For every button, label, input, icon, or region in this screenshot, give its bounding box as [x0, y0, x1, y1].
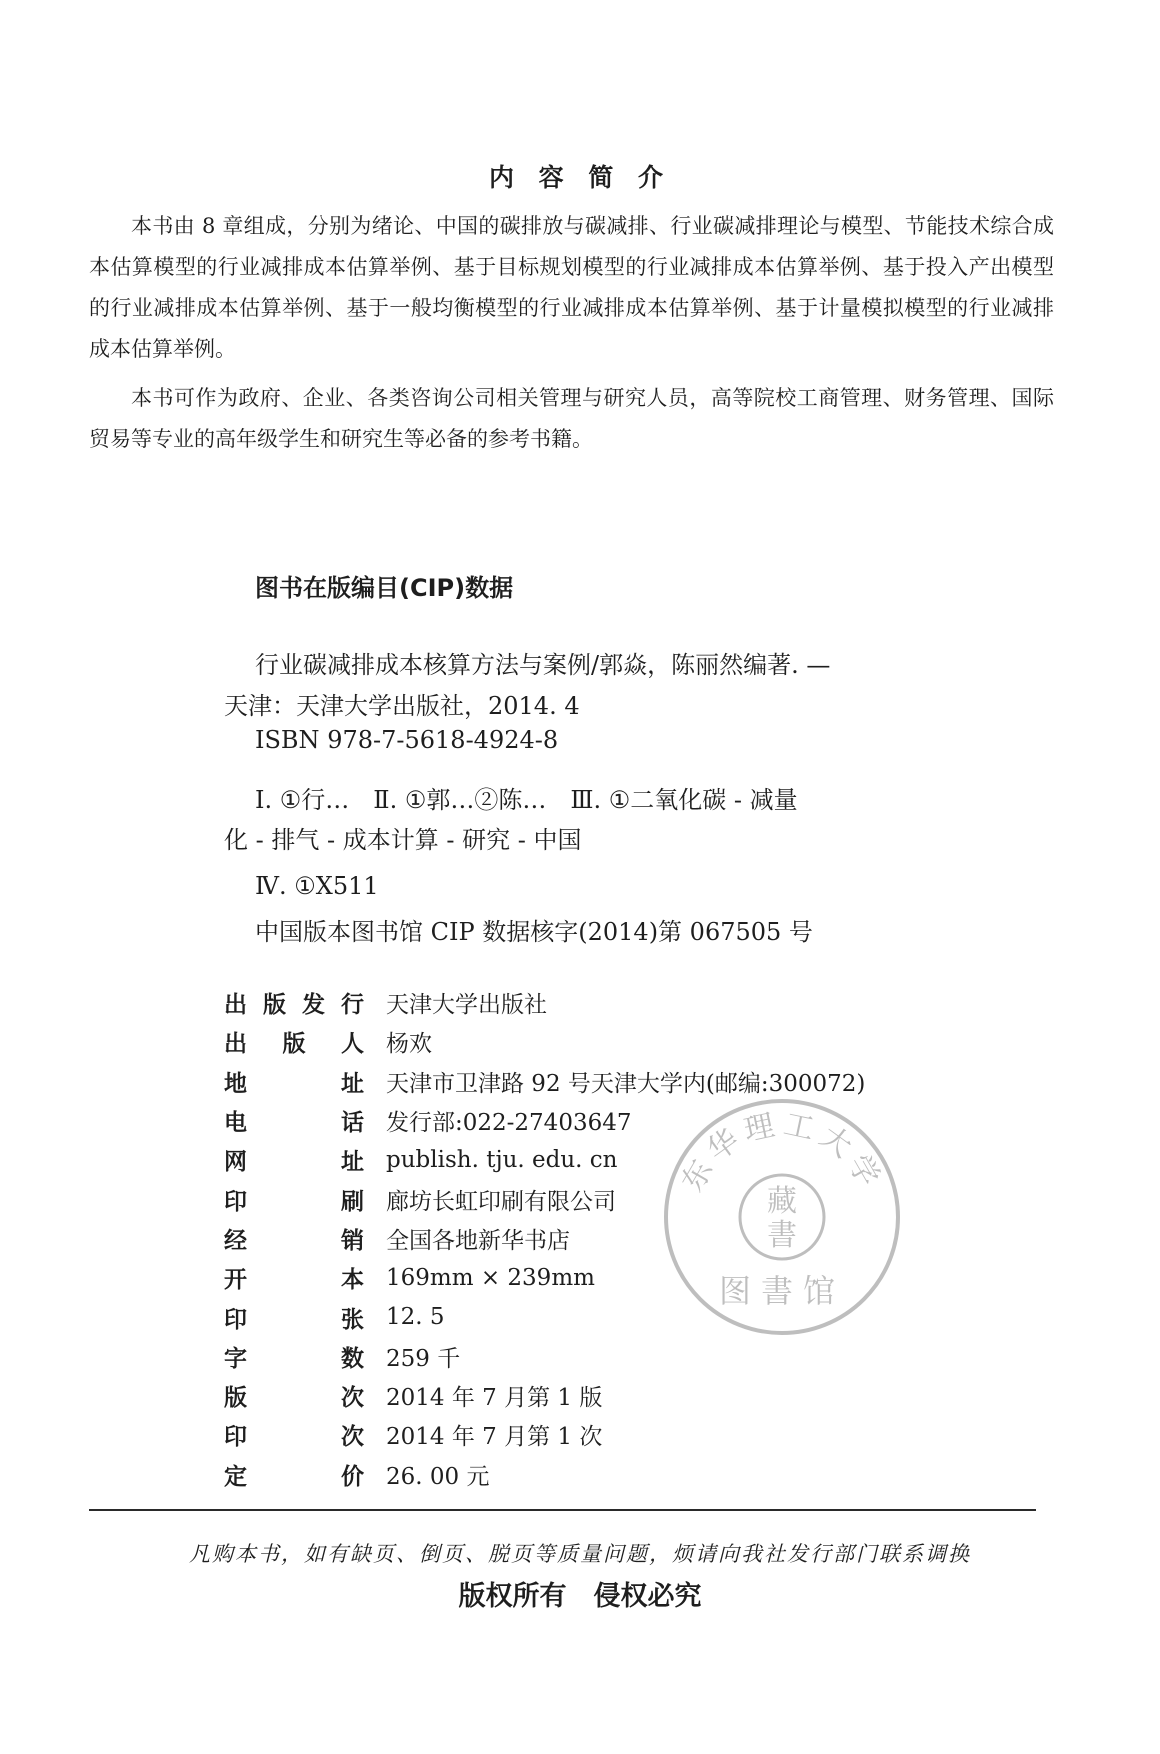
pub-label: 印 张 — [224, 1306, 364, 1333]
stamp-center-bottom: 書 — [767, 1218, 797, 1253]
pub-label: 出 版 发 行 — [224, 992, 364, 1019]
cip-title: 图书在版编目(CIP)数据 — [255, 574, 514, 602]
pub-value: 天津市卫津路 92 号天津大学内(邮编:300072) — [386, 1070, 866, 1097]
pub-value: 全国各地新华书店 — [386, 1227, 570, 1254]
pub-value: 2014 年 7 月第 1 次 — [386, 1424, 603, 1451]
intro-title: 内 容 简 介 — [488, 163, 672, 192]
pub-label: 出 版 人 — [224, 1031, 364, 1058]
intro-paragraph-1: 本书由 8 章组成，分别为绪论、中国的碳排放与碳减排、行业碳减排理论与模型、节能技术综合成本估算模型的行业减排成本估算举例、基于目标规划模型的行业减排成本估算举例、基于投入产出模型的行业减排成本估算举例、基于一般均衡模型的行业减排成本估算举例、基于计量模拟模型的行业减排成本估算举例。 — [89, 214, 1054, 361]
pub-value: 天津大学出版社 — [386, 992, 547, 1019]
cip-line-6: Ⅳ. ①X511 — [255, 872, 379, 900]
cip-line-5: 化 - 排气 - 成本计算 - 研究 - 中国 — [224, 826, 582, 854]
pub-label: 定 价 — [224, 1463, 364, 1490]
cip-line-7: 中国版本图书馆 CIP 数据核字(2014)第 067505 号 — [255, 918, 813, 946]
pub-label: 开 本 — [224, 1267, 364, 1294]
pub-row-price — [224, 1455, 865, 1494]
stamp-center-top: 藏 — [767, 1184, 797, 1219]
cip-line-1: 行业碳减排成本核算方法与案例/郭焱，陈丽然编著. — — [255, 651, 831, 679]
quality-notice: 凡购本书，如有缺页、倒页、脱页等质量问题，烦请向我社发行部门联系调换 — [189, 1542, 971, 1566]
pub-row-publisher — [224, 983, 865, 1022]
pub-value: 259 千 — [386, 1345, 461, 1372]
pub-value: 169mm × 239mm — [386, 1264, 595, 1291]
footer-divider — [89, 1509, 1036, 1511]
copyright-notice: 版权所有 侵权必究 — [458, 1581, 702, 1612]
cip-line-3: ISBN 978-7-5618-4924-8 — [255, 726, 559, 754]
pub-label: 经 销 — [224, 1227, 364, 1254]
pub-value: 26. 00 元 — [386, 1463, 490, 1490]
intro-paragraph-2: 本书可作为政府、企业、各类咨询公司相关管理与研究人员，高等院校工商管理、财务管理、国际贸易等专业的高年级学生和研究生等必备的参考书籍。 — [89, 386, 1054, 451]
pub-value: 2014 年 7 月第 1 版 — [386, 1385, 603, 1412]
pub-label: 印 次 — [224, 1424, 364, 1451]
pub-value: 廊坊长虹印刷有限公司 — [386, 1188, 616, 1215]
pub-row-address — [224, 1062, 865, 1101]
cip-line-4: Ⅰ. ①行… Ⅱ. ①郭…②陈… Ⅲ. ①二氧化碳 - 减量 — [255, 786, 798, 814]
pub-label: 电 话 — [224, 1110, 364, 1137]
pub-label: 字 数 — [224, 1345, 364, 1372]
pub-row-printing — [224, 1415, 865, 1454]
pub-value: 12. 5 — [386, 1304, 445, 1331]
pub-value: 杨欢 — [386, 1031, 432, 1058]
stamp-ring-text: 东华理工大学 — [675, 1106, 889, 1198]
library-stamp — [662, 1097, 902, 1337]
pub-value: publish. tju. edu. cn — [386, 1146, 618, 1173]
pub-label: 印 刷 — [224, 1188, 364, 1215]
pub-label: 版 次 — [224, 1385, 364, 1412]
pub-label: 地 址 — [224, 1070, 364, 1097]
pub-label: 网 址 — [224, 1149, 364, 1176]
pub-value: 发行部:022-27403647 — [386, 1110, 632, 1137]
cip-line-2: 天津：天津大学出版社，2014. 4 — [224, 692, 580, 720]
pub-row-wordcount — [224, 1337, 865, 1376]
pub-row-issuer — [224, 1022, 865, 1061]
stamp-bottom-text: 图書馆 — [718, 1272, 846, 1310]
pub-row-edition — [224, 1376, 865, 1415]
